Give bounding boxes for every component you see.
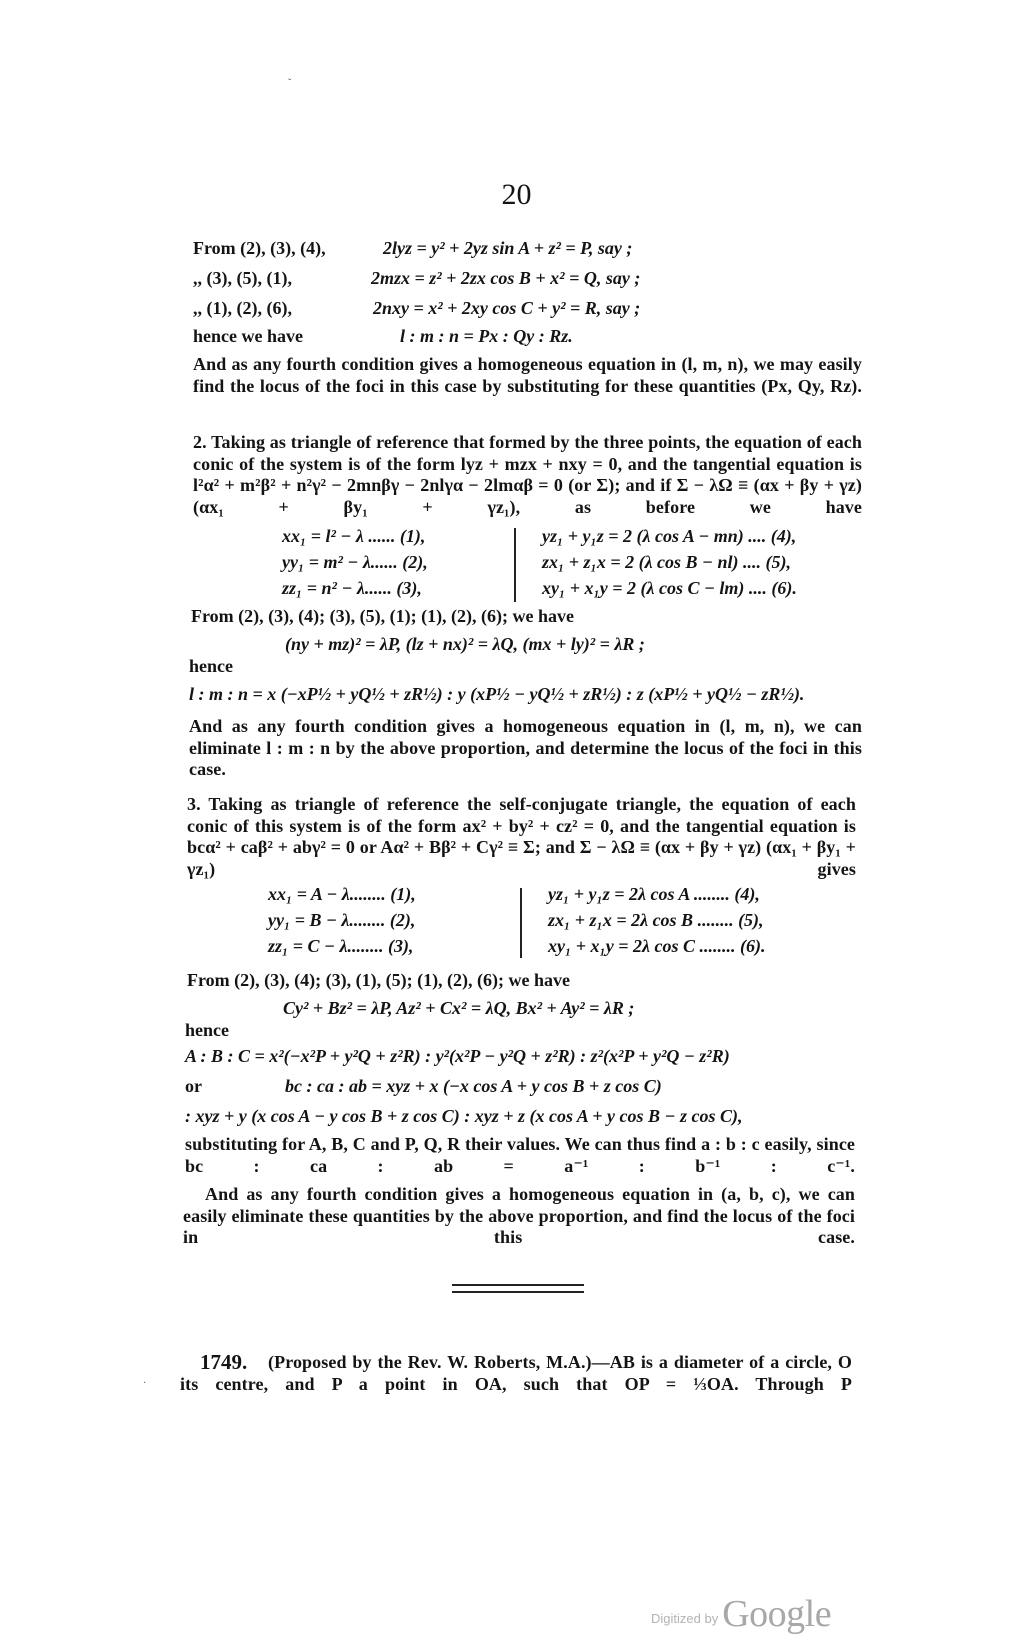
s1-line4-label: hence we have: [193, 326, 303, 346]
s3-eq2: A : B : C = x²(−x²P + y²Q + z²R) : y²(x²P − y²Q + z²R) : z²(x²P + y²Q − z²R): [185, 1046, 730, 1066]
s3-eq3: bc : ca : ab = xyz + x (−x cos A + y cos B + z cos C): [285, 1076, 662, 1096]
problem-text: (Proposed by the Rev. W. Roberts, M.A.)—AB is a diameter of a circle, O its centre, and P a point in OA, such that OP = ⅓OA. Through P: [180, 1352, 852, 1394]
s2-divider: [514, 528, 516, 602]
s2-right-eq6: xy₁ + x₁y = 2 (λ cos C − lm) .... (6).: [542, 578, 797, 598]
s3-right-eq5: zx₁ + z₁x = 2λ cos B ........ (5),: [548, 910, 764, 930]
s2-left-eq2: yy₁ = m² − λ...... (2),: [282, 552, 428, 572]
s2-right-eq5: zx₁ + z₁x = 2 (λ cos B − nl) .... (5),: [542, 552, 791, 572]
watermark-prefix: Digitized by: [651, 1611, 719, 1626]
s1-line3-eq: 2nxy = x² + 2xy cos C + y² = R, say ;: [373, 298, 641, 318]
s3-left-eq3: zz₁ = C − λ........ (3),: [268, 936, 414, 956]
s3-divider: [520, 888, 522, 958]
s3-left-eq2: yy₁ = B − λ........ (2),: [268, 910, 416, 930]
s3-hence: hence: [185, 1020, 229, 1040]
s2-left-eq1: xx₁ = l² − λ ...... (1),: [282, 526, 426, 546]
s2-intro: 2. Taking as triangle of reference that formed by the three points, the equation of each conic of the system is of the form lyz + mzx + nxy = 0, and the tangential equation is l²α² + m²β² + n²γ² − 2mnβγ − 2nlγα − 2lmαβ = 0 (or Σ); and if Σ − λΩ ≡ (αx + βy + γz) (αx₁ + βy₁ + γz₁), as before we have: [193, 432, 862, 517]
s3-substituting: substituting for A, B, C and P, Q, R their values. We can thus find a : b : c easily, since bc : ca : ab = a⁻¹ : b⁻¹ : c⁻¹.: [185, 1134, 855, 1176]
s3-eq4: : xyz + y (x cos A − y cos B + z cos C) : xyz + z (x cos A + y cos B − z cos C),: [185, 1106, 743, 1126]
s2-right-eq4: yz₁ + y₁z = 2 (λ cos A − mn) .... (4),: [542, 526, 797, 546]
s3-paragraph: And as any fourth condition gives a homogeneous equation in (a, b, c), we can easily eliminate these quantities by the above proportion, and find the locus of the foci in this case.: [183, 1184, 855, 1247]
s2-eq1: (ny + mz)² = λP, (lz + nx)² = λQ, (mx + ly)² = λR ;: [285, 634, 645, 654]
section-separator-top: [452, 1284, 584, 1286]
scan-speck: ·: [143, 1378, 147, 1389]
section-separator-bottom: [452, 1291, 584, 1293]
page-number: 20: [501, 178, 532, 211]
s1-paragraph: And as any fourth condition gives a homogeneous equation in (l, m, n), we may easily find the locus of the foci in this case by substituting for these quantities (Px, Qy, Rz).: [193, 354, 862, 396]
s3-eq1: Cy² + Bz² = λP, Az² + Cx² = λQ, Bx² + Ay² = λR ;: [283, 998, 635, 1018]
digitized-watermark: [651, 1592, 831, 1636]
s3-right-eq4: yz₁ + y₁z = 2λ cos A ........ (4),: [548, 884, 760, 904]
s3-intro: 3. Taking as triangle of reference the self-conjugate triangle, the equation of each conic of this system is of the form ax² + by² + cz² = 0, and the tangential equation is bcα² + caβ² + abγ² = 0 or Aα² + Bβ² + Cγ² ≡ Σ; and Σ − λΩ ≡ (αx + βy + γz) (αx₁ + βy₁ + γz₁) gives: [187, 794, 856, 879]
s1-line2-eq: 2mzx = z² + 2zx cos B + x² = Q, say ;: [371, 268, 641, 288]
s3-left-eq1: xx₁ = A − λ........ (1),: [268, 884, 416, 904]
s3-right-eq6: xy₁ + x₁y = 2λ cos C ........ (6).: [548, 936, 766, 956]
s2-from: From (2), (3), (4); (3), (5), (1); (1), (2), (6); we have: [191, 606, 575, 626]
scan-speck: ˇ: [288, 78, 292, 89]
s3-from: From (2), (3), (4); (3), (1), (5); (1), (2), (6); we have: [187, 970, 571, 990]
s2-paragraph: And as any fourth condition gives a homogeneous equation in (l, m, n), we can eliminate l : m : n by the above proportion, and determine the locus of the foci in this case.: [189, 716, 862, 779]
s1-line3-label: ,, (1), (2), (6),: [193, 298, 292, 318]
s1-line1-eq: 2lyz = y² + 2yz sin A + z² = P, say ;: [383, 238, 633, 258]
s1-line1-label: From (2), (3), (4),: [193, 238, 326, 258]
s2-hence: hence: [189, 656, 233, 676]
problem-number: 1749.: [200, 1350, 248, 1374]
s1-line4-eq: l : m : n = Px : Qy : Rz.: [400, 326, 573, 346]
s2-left-eq3: zz₁ = n² − λ...... (3),: [282, 578, 422, 598]
s1-line2-label: ,, (3), (5), (1),: [193, 268, 292, 288]
s2-eq2: l : m : n = x (−xP½ + yQ½ + zR½) : y (xP½ − yQ½ + zR½) : z (xP½ + yQ½ − zR½).: [189, 684, 805, 704]
google-logo: Google: [722, 1593, 832, 1635]
s3-or: or: [185, 1076, 202, 1096]
